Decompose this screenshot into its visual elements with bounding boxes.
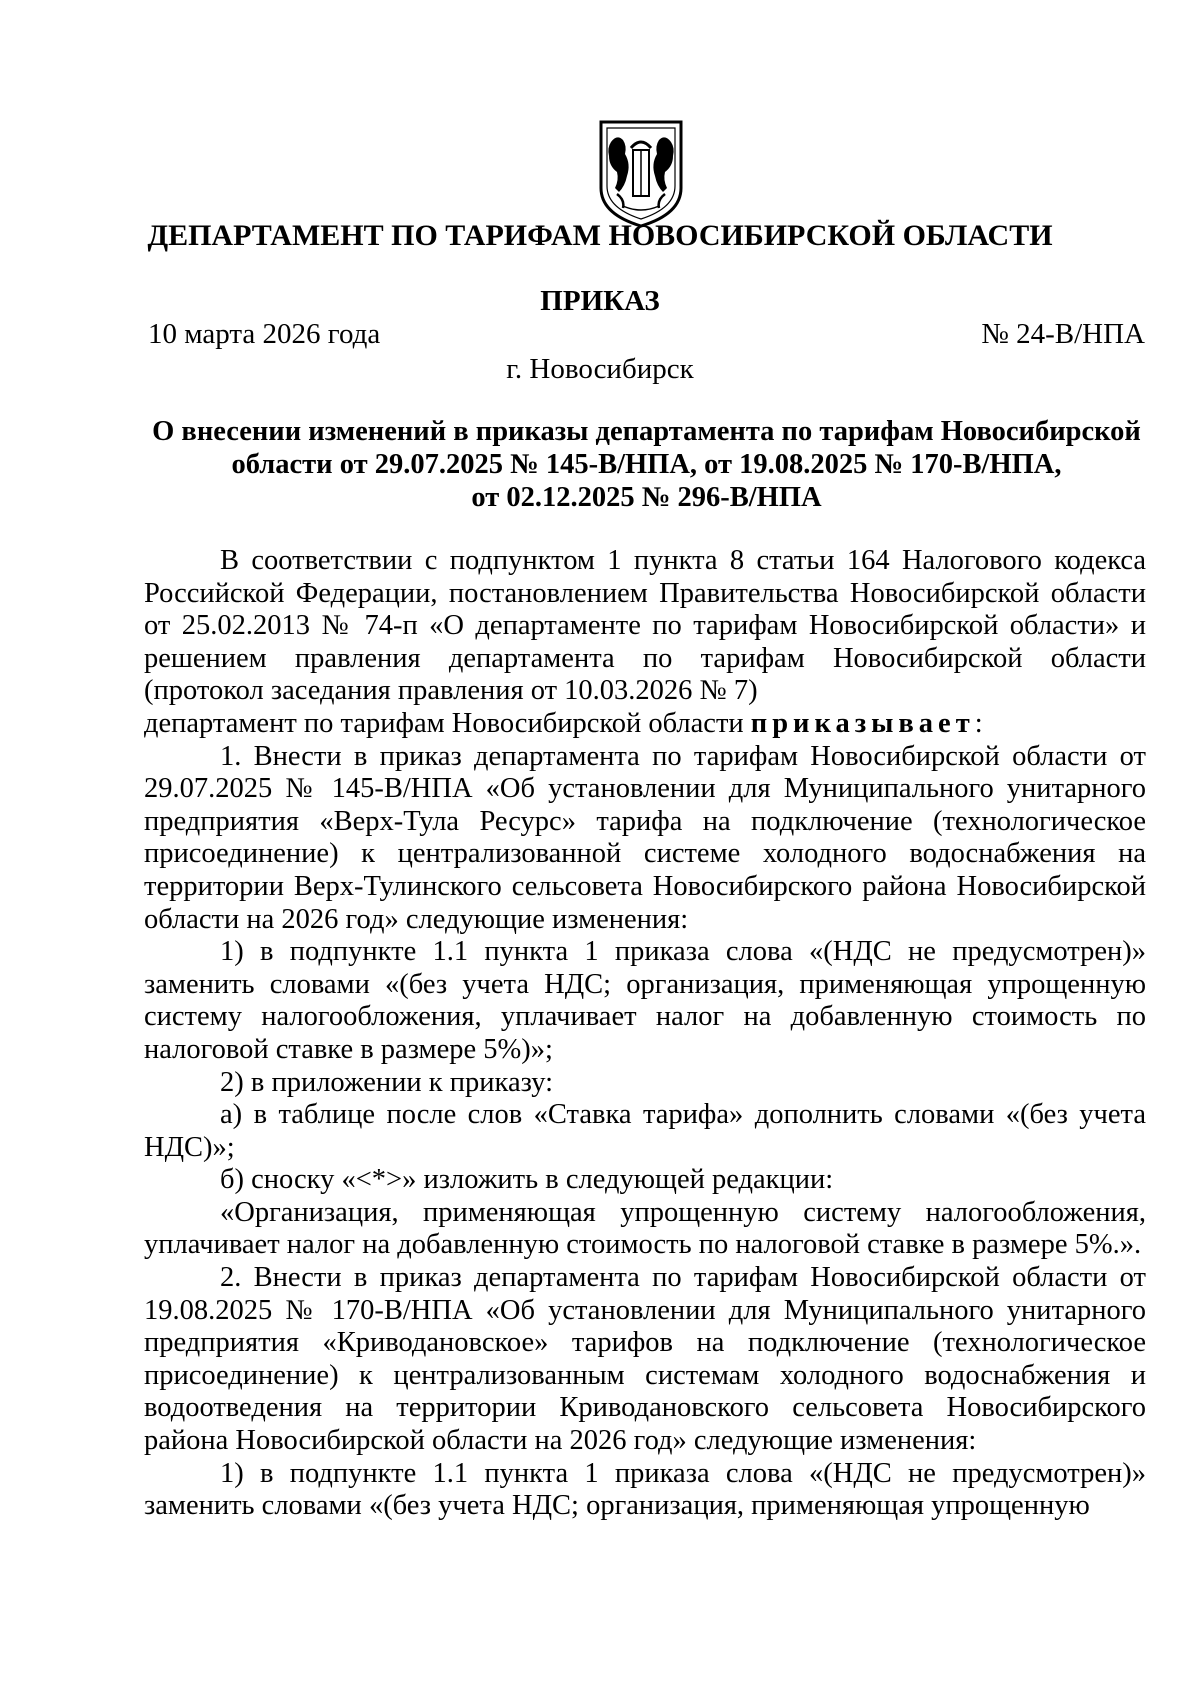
coat-of-arms-icon — [595, 118, 687, 230]
title-line: от 02.12.2025 № 296-В/НПА — [471, 482, 822, 513]
title-line: О внесении изменений в приказы департамента по тарифам Новосибирской — [152, 416, 1141, 447]
paragraph-1-item-2a: а) в таблице после слов «Ставка тарифа» дополнить словами «(без учета НДС)»; — [144, 1099, 1146, 1163]
orders-suffix: : — [974, 707, 983, 739]
orders-prefix: департамент по тарифам Новосибирской области — [144, 707, 751, 739]
order-date: 10 марта 2026 года — [148, 318, 381, 350]
paragraph-1-item-1: 1) в подпункте 1.1 пункта 1 приказа слова «(НДС не предусмотрен)» заменить словами «(без учета НДС; организация, применяющая упрощенную систему налогообложения, уплачивает налог на добавленную стоимость по налоговой ставке в размере 5%)»; — [144, 936, 1146, 1065]
paragraph-1-item-2b: б) сноску «<*>» изложить в следующей редакции: — [220, 1164, 834, 1196]
paragraph-2-item-1: 1) в подпункте 1.1 пункта 1 приказа слова «(НДС не предусмотрен)» заменить словами «(без учета НДС; организация, применяющая упрощенную — [144, 1457, 1146, 1522]
preamble-paragraph: В соответствии с подпунктом 1 пункта 8 статьи 164 Налогового кодекса Российской Федерации, постановлением Правительства Новосибирской области от 25.02.2013 № 74-п «О департаменте по тарифам Новосибирской области» и решением правления департамента по тарифам Новосибирской области (протокол заседания правления от 10.03.2026 № 7) — [144, 545, 1146, 707]
paragraph-1-item-2b-text: «Организация, применяющая упрощенную систему налогообложения, уплачивает налог на добавленную стоимость по налоговой ставке в размере 5%.». — [144, 1196, 1146, 1261]
orders-word: приказывает — [750, 707, 975, 739]
city-name: г. Новосибирск — [506, 353, 694, 385]
title-line: области от 29.07.2025 № 145-В/НПА, от 19.08.2025 № 170-В/НПА, — [231, 449, 1062, 480]
orders-line — [144, 708, 1146, 741]
document-type: ПРИКАЗ — [540, 285, 660, 317]
department-name: ДЕПАРТАМЕНТ ПО ТАРИФАМ НОВОСИБИРСКОЙ ОБЛАСТИ — [147, 219, 1053, 252]
paragraph-1-item-2: 2) в приложении к приказу: — [220, 1066, 554, 1098]
order-title — [148, 415, 1145, 514]
order-body — [144, 545, 1146, 1523]
paragraph-2: 2. Внести в приказ департамента по тарифам Новосибирской области от 19.08.2025 № 170-В/НПА «Об установлении для Муниципального унитарного предприятия «Криводановское» тарифов на подключение (технологическое присоединение) к централизованным системам холодного водоснабжения и водоотведения на территории Криводановского сельсовета Новосибирского района Новосибирской области на 2026 год» следующие изменения: — [144, 1262, 1146, 1457]
order-number: № 24-В/НПА — [981, 318, 1145, 350]
paragraph-1: 1. Внести в приказ департамента по тарифам Новосибирской области от 29.07.2025 № 145-В/НПА «Об установлении для Муниципального унитарного предприятия «Верх-Тула Ресурс» тарифа на подключение (технологическое присоединение) к централизованной системе холодного водоснабжения на территории Верх-Тулинского сельсовета Новосибирского района Новосибирской области на 2026 год» следующие изменения: — [144, 740, 1146, 935]
